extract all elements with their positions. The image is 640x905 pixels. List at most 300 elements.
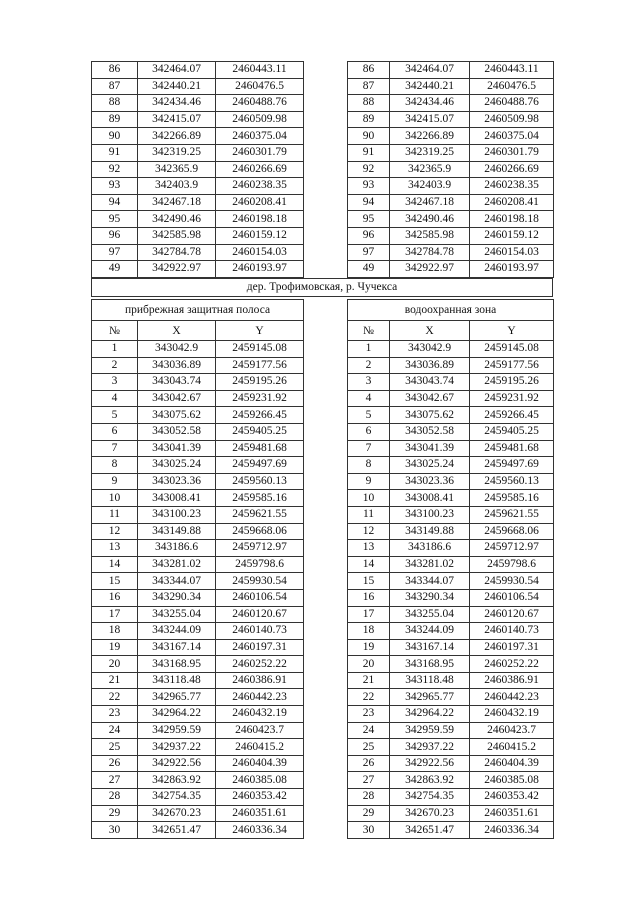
x-coordinate-cell: 343052.58 (138, 423, 216, 440)
table-row (92, 161, 304, 178)
table-row (92, 244, 304, 261)
table-row (92, 194, 304, 211)
x-coordinate-cell: 342490.46 (138, 211, 216, 228)
table-row (348, 573, 554, 590)
y-coordinate-cell: 2460106.54 (470, 589, 554, 606)
shore-protection-strip-table (91, 299, 304, 839)
x-coordinate-cell: 342922.97 (390, 261, 470, 278)
table-row (92, 261, 304, 278)
y-coordinate-cell: 2460386.91 (470, 672, 554, 689)
table-row (348, 639, 554, 656)
point-number-cell: 7 (348, 440, 390, 457)
table-row (92, 128, 304, 145)
x-coordinate-cell: 343149.88 (390, 523, 470, 540)
table-row (92, 473, 304, 490)
column-header-num: № (92, 321, 138, 341)
table-row (92, 706, 304, 723)
table-row (92, 623, 304, 640)
table-row (92, 62, 304, 79)
y-coordinate-cell: 2460238.35 (216, 178, 304, 195)
point-number-cell: 20 (92, 656, 138, 673)
y-coordinate-cell: 2459798.6 (470, 556, 554, 573)
y-coordinate-cell: 2460198.18 (470, 211, 554, 228)
y-coordinate-cell: 2460159.12 (470, 227, 554, 244)
point-number-cell: 86 (348, 62, 390, 79)
point-number-cell: 10 (92, 490, 138, 507)
table-row (348, 341, 554, 358)
left-top-coordinates-table (91, 61, 304, 278)
point-number-cell: 8 (348, 457, 390, 474)
table-row (92, 457, 304, 474)
point-number-cell: 23 (92, 706, 138, 723)
y-coordinate-cell: 2460404.39 (216, 755, 304, 772)
y-coordinate-cell: 2460140.73 (470, 623, 554, 640)
y-coordinate-cell: 2460509.98 (216, 111, 304, 128)
shore-protection-strip-title: прибрежная защитная полоса (92, 300, 304, 321)
y-coordinate-cell: 2459930.54 (216, 573, 304, 590)
table-row (348, 407, 554, 424)
y-coordinate-cell: 2459585.16 (470, 490, 554, 507)
table-row (348, 194, 554, 211)
point-number-cell: 92 (92, 161, 138, 178)
point-number-cell: 90 (348, 128, 390, 145)
point-number-cell: 21 (348, 672, 390, 689)
table-row (348, 374, 554, 391)
y-coordinate-cell: 2459195.26 (216, 374, 304, 391)
y-coordinate-cell: 2459497.69 (216, 457, 304, 474)
point-number-cell: 5 (92, 407, 138, 424)
point-number-cell: 89 (348, 111, 390, 128)
x-coordinate-cell: 343008.41 (138, 490, 216, 507)
right-top-coordinates-table (347, 61, 554, 278)
x-coordinate-cell: 342490.46 (390, 211, 470, 228)
y-coordinate-cell: 2460197.31 (470, 639, 554, 656)
point-number-cell: 30 (92, 822, 138, 839)
point-number-cell: 24 (92, 722, 138, 739)
y-coordinate-cell: 2460488.76 (470, 95, 554, 112)
point-number-cell: 11 (92, 506, 138, 523)
table-row (92, 689, 304, 706)
table-row (92, 506, 304, 523)
point-number-cell: 15 (92, 573, 138, 590)
y-coordinate-cell: 2460301.79 (470, 144, 554, 161)
point-number-cell: 9 (92, 473, 138, 490)
x-coordinate-cell: 342440.21 (390, 78, 470, 95)
point-number-cell: 18 (92, 623, 138, 640)
x-coordinate-cell: 342585.98 (390, 227, 470, 244)
point-number-cell: 14 (348, 556, 390, 573)
table-row (348, 144, 554, 161)
point-number-cell: 88 (348, 95, 390, 112)
table-row (348, 556, 554, 573)
y-coordinate-cell: 2460476.5 (470, 78, 554, 95)
x-coordinate-cell: 343149.88 (138, 523, 216, 540)
y-coordinate-cell: 2460336.34 (470, 822, 554, 839)
x-coordinate-cell: 343290.34 (138, 589, 216, 606)
point-number-cell: 24 (348, 722, 390, 739)
point-number-cell: 20 (348, 656, 390, 673)
point-number-cell: 23 (348, 706, 390, 723)
y-coordinate-cell: 2459712.97 (216, 540, 304, 557)
x-coordinate-cell: 342922.56 (138, 755, 216, 772)
x-coordinate-cell: 342651.47 (390, 822, 470, 839)
table-row (92, 227, 304, 244)
point-number-cell: 91 (348, 144, 390, 161)
column-header-num: № (348, 321, 390, 341)
y-coordinate-cell: 2460386.91 (216, 672, 304, 689)
point-number-cell: 49 (92, 261, 138, 278)
point-number-cell: 28 (92, 789, 138, 806)
table-row (348, 706, 554, 723)
x-coordinate-cell: 343043.74 (138, 374, 216, 391)
x-coordinate-cell: 343100.23 (390, 506, 470, 523)
y-coordinate-cell: 2460301.79 (216, 144, 304, 161)
y-coordinate-cell: 2460351.61 (470, 805, 554, 822)
table-row (348, 672, 554, 689)
table-row (92, 805, 304, 822)
point-number-cell: 25 (92, 739, 138, 756)
x-coordinate-cell: 342403.9 (390, 178, 470, 195)
y-coordinate-cell: 2459621.55 (216, 506, 304, 523)
y-coordinate-cell: 2460336.34 (216, 822, 304, 839)
point-number-cell: 95 (92, 211, 138, 228)
x-coordinate-cell: 343075.62 (138, 407, 216, 424)
x-coordinate-cell: 342464.07 (390, 62, 470, 79)
x-coordinate-cell: 343042.67 (138, 390, 216, 407)
x-coordinate-cell: 343008.41 (390, 490, 470, 507)
x-coordinate-cell: 343344.07 (390, 573, 470, 590)
point-number-cell: 87 (92, 78, 138, 95)
table-row (348, 722, 554, 739)
table-row (348, 244, 554, 261)
y-coordinate-cell: 2460442.23 (216, 689, 304, 706)
table-row (348, 739, 554, 756)
point-number-cell: 17 (92, 606, 138, 623)
x-coordinate-cell: 343042.9 (138, 341, 216, 358)
x-coordinate-cell: 342403.9 (138, 178, 216, 195)
x-coordinate-cell: 343186.6 (138, 540, 216, 557)
x-coordinate-cell: 342922.56 (390, 755, 470, 772)
table-row (348, 390, 554, 407)
y-coordinate-cell: 2460476.5 (216, 78, 304, 95)
point-number-cell: 12 (348, 523, 390, 540)
x-coordinate-cell: 342937.22 (138, 739, 216, 756)
y-coordinate-cell: 2459266.45 (470, 407, 554, 424)
point-number-cell: 17 (348, 606, 390, 623)
y-coordinate-cell: 2460208.41 (216, 194, 304, 211)
y-coordinate-cell: 2460106.54 (216, 589, 304, 606)
table-row (92, 374, 304, 391)
water-protection-zone-table (347, 299, 554, 839)
y-coordinate-cell: 2459481.68 (216, 440, 304, 457)
table-row (92, 144, 304, 161)
point-number-cell: 88 (92, 95, 138, 112)
x-coordinate-cell: 343042.67 (390, 390, 470, 407)
y-coordinate-cell: 2459585.16 (216, 490, 304, 507)
table-row (92, 556, 304, 573)
point-number-cell: 29 (348, 805, 390, 822)
point-number-cell: 7 (92, 440, 138, 457)
y-coordinate-cell: 2460351.61 (216, 805, 304, 822)
x-coordinate-cell: 342319.25 (390, 144, 470, 161)
y-coordinate-cell: 2460154.03 (216, 244, 304, 261)
table-row (92, 639, 304, 656)
table-row (348, 755, 554, 772)
table-row (348, 211, 554, 228)
y-coordinate-cell: 2459930.54 (470, 573, 554, 590)
point-number-cell: 3 (92, 374, 138, 391)
y-coordinate-cell: 2459668.06 (470, 523, 554, 540)
table-row (92, 95, 304, 112)
x-coordinate-cell: 342266.89 (390, 128, 470, 145)
table-row (92, 606, 304, 623)
column-header-x: X (390, 321, 470, 341)
point-number-cell: 6 (92, 423, 138, 440)
x-coordinate-cell: 343167.14 (138, 639, 216, 656)
table-row (92, 772, 304, 789)
x-coordinate-cell: 343167.14 (390, 639, 470, 656)
table-row (348, 161, 554, 178)
table-row (92, 490, 304, 507)
x-coordinate-cell: 342365.9 (390, 161, 470, 178)
table-row (348, 506, 554, 523)
table-row (92, 111, 304, 128)
point-number-cell: 16 (92, 589, 138, 606)
y-coordinate-cell: 2459195.26 (470, 374, 554, 391)
point-number-cell: 29 (92, 805, 138, 822)
point-number-cell: 89 (92, 111, 138, 128)
y-coordinate-cell: 2459145.08 (470, 341, 554, 358)
x-coordinate-cell: 343043.74 (390, 374, 470, 391)
point-number-cell: 2 (348, 357, 390, 374)
y-coordinate-cell: 2460353.42 (216, 789, 304, 806)
point-number-cell: 18 (348, 623, 390, 640)
y-coordinate-cell: 2460488.76 (216, 95, 304, 112)
table-row (92, 755, 304, 772)
x-coordinate-cell: 342784.78 (138, 244, 216, 261)
table-row (348, 128, 554, 145)
point-number-cell: 27 (348, 772, 390, 789)
table-row (92, 672, 304, 689)
point-number-cell: 90 (92, 128, 138, 145)
x-coordinate-cell: 342965.77 (138, 689, 216, 706)
y-coordinate-cell: 2460443.11 (470, 62, 554, 79)
point-number-cell: 93 (348, 178, 390, 195)
table-row (92, 178, 304, 195)
table-row (348, 457, 554, 474)
x-coordinate-cell: 343052.58 (390, 423, 470, 440)
point-number-cell: 19 (348, 639, 390, 656)
y-coordinate-cell: 2460193.97 (470, 261, 554, 278)
table-row (348, 523, 554, 540)
x-coordinate-cell: 342585.98 (138, 227, 216, 244)
table-row (348, 62, 554, 79)
column-header-y: Y (470, 321, 554, 341)
x-coordinate-cell: 343186.6 (390, 540, 470, 557)
x-coordinate-cell: 342670.23 (390, 805, 470, 822)
point-number-cell: 28 (348, 789, 390, 806)
table-row (92, 357, 304, 374)
x-coordinate-cell: 343255.04 (138, 606, 216, 623)
y-coordinate-cell: 2459712.97 (470, 540, 554, 557)
y-coordinate-cell: 2460266.69 (216, 161, 304, 178)
table-row (348, 822, 554, 839)
y-coordinate-cell: 2460443.11 (216, 62, 304, 79)
x-coordinate-cell: 343344.07 (138, 573, 216, 590)
x-coordinate-cell: 342440.21 (138, 78, 216, 95)
point-number-cell: 2 (92, 357, 138, 374)
table-row (92, 78, 304, 95)
x-coordinate-cell: 343036.89 (390, 357, 470, 374)
table-row (92, 589, 304, 606)
y-coordinate-cell: 2459231.92 (470, 390, 554, 407)
x-coordinate-cell: 343042.9 (390, 341, 470, 358)
point-number-cell: 13 (92, 540, 138, 557)
x-coordinate-cell: 342754.35 (138, 789, 216, 806)
point-number-cell: 16 (348, 589, 390, 606)
point-number-cell: 26 (348, 755, 390, 772)
y-coordinate-cell: 2460120.67 (216, 606, 304, 623)
y-coordinate-cell: 2460154.03 (470, 244, 554, 261)
y-coordinate-cell: 2460375.04 (470, 128, 554, 145)
x-coordinate-cell: 342415.07 (138, 111, 216, 128)
table-row (348, 606, 554, 623)
table-row (92, 341, 304, 358)
table-row (348, 111, 554, 128)
x-coordinate-cell: 343041.39 (138, 440, 216, 457)
water-protection-zone-title: водоохранная зона (348, 300, 554, 321)
point-number-cell: 96 (348, 227, 390, 244)
x-coordinate-cell: 343023.36 (138, 473, 216, 490)
point-number-cell: 22 (348, 689, 390, 706)
point-number-cell: 86 (92, 62, 138, 79)
y-coordinate-cell: 2459560.13 (216, 473, 304, 490)
x-coordinate-cell: 343023.36 (390, 473, 470, 490)
table-row (348, 440, 554, 457)
y-coordinate-cell: 2460404.39 (470, 755, 554, 772)
point-number-cell: 26 (92, 755, 138, 772)
x-coordinate-cell: 343281.02 (138, 556, 216, 573)
x-coordinate-cell: 342365.9 (138, 161, 216, 178)
table-row (348, 178, 554, 195)
x-coordinate-cell: 342922.97 (138, 261, 216, 278)
y-coordinate-cell: 2460266.69 (470, 161, 554, 178)
point-number-cell: 30 (348, 822, 390, 839)
y-coordinate-cell: 2460423.7 (216, 722, 304, 739)
point-number-cell: 1 (92, 341, 138, 358)
x-coordinate-cell: 342964.22 (390, 706, 470, 723)
point-number-cell: 10 (348, 490, 390, 507)
point-number-cell: 95 (348, 211, 390, 228)
x-coordinate-cell: 343281.02 (390, 556, 470, 573)
point-number-cell: 13 (348, 540, 390, 557)
point-number-cell: 27 (92, 772, 138, 789)
x-coordinate-cell: 342959.59 (138, 722, 216, 739)
y-coordinate-cell: 2460415.2 (470, 739, 554, 756)
x-coordinate-cell: 343255.04 (390, 606, 470, 623)
point-number-cell: 12 (92, 523, 138, 540)
x-coordinate-cell: 343025.24 (390, 457, 470, 474)
point-number-cell: 8 (92, 457, 138, 474)
y-coordinate-cell: 2459177.56 (216, 357, 304, 374)
y-coordinate-cell: 2459405.25 (216, 423, 304, 440)
y-coordinate-cell: 2460432.19 (470, 706, 554, 723)
x-coordinate-cell: 343036.89 (138, 357, 216, 374)
table-row (92, 523, 304, 540)
y-coordinate-cell: 2460385.08 (216, 772, 304, 789)
table-row (348, 261, 554, 278)
x-coordinate-cell: 343041.39 (390, 440, 470, 457)
column-header-x: X (138, 321, 216, 341)
point-number-cell: 1 (348, 341, 390, 358)
table-row (348, 589, 554, 606)
y-coordinate-cell: 2460208.41 (470, 194, 554, 211)
point-number-cell: 97 (348, 244, 390, 261)
y-coordinate-cell: 2460198.18 (216, 211, 304, 228)
x-coordinate-cell: 343025.24 (138, 457, 216, 474)
x-coordinate-cell: 343244.09 (138, 623, 216, 640)
table-row (348, 789, 554, 806)
y-coordinate-cell: 2460509.98 (470, 111, 554, 128)
table-row (92, 423, 304, 440)
y-coordinate-cell: 2459405.25 (470, 423, 554, 440)
x-coordinate-cell: 343168.95 (390, 656, 470, 673)
x-coordinate-cell: 342965.77 (390, 689, 470, 706)
x-coordinate-cell: 342863.92 (138, 772, 216, 789)
point-number-cell: 19 (92, 639, 138, 656)
table-row (92, 822, 304, 839)
table-row (348, 423, 554, 440)
table-row (92, 722, 304, 739)
y-coordinate-cell: 2459668.06 (216, 523, 304, 540)
x-coordinate-cell: 343290.34 (390, 589, 470, 606)
y-coordinate-cell: 2460120.67 (470, 606, 554, 623)
table-row (92, 656, 304, 673)
y-coordinate-cell: 2459266.45 (216, 407, 304, 424)
y-coordinate-cell: 2460442.23 (470, 689, 554, 706)
point-number-cell: 94 (348, 194, 390, 211)
table-row (92, 407, 304, 424)
column-header-y: Y (216, 321, 304, 341)
table-row (348, 805, 554, 822)
point-number-cell: 4 (92, 390, 138, 407)
y-coordinate-cell: 2459621.55 (470, 506, 554, 523)
y-coordinate-cell: 2460238.35 (470, 178, 554, 195)
table-row (348, 95, 554, 112)
point-number-cell: 97 (92, 244, 138, 261)
y-coordinate-cell: 2460423.7 (470, 722, 554, 739)
x-coordinate-cell: 342651.47 (138, 822, 216, 839)
table-row (92, 390, 304, 407)
y-coordinate-cell: 2460385.08 (470, 772, 554, 789)
x-coordinate-cell: 342434.46 (138, 95, 216, 112)
table-row (92, 789, 304, 806)
x-coordinate-cell: 342863.92 (390, 772, 470, 789)
point-number-cell: 6 (348, 423, 390, 440)
point-number-cell: 21 (92, 672, 138, 689)
table-row (348, 540, 554, 557)
x-coordinate-cell: 342319.25 (138, 144, 216, 161)
x-coordinate-cell: 343100.23 (138, 506, 216, 523)
point-number-cell: 3 (348, 374, 390, 391)
y-coordinate-cell: 2460353.42 (470, 789, 554, 806)
table-row (92, 540, 304, 557)
point-number-cell: 87 (348, 78, 390, 95)
table-row (348, 490, 554, 507)
table-row (92, 211, 304, 228)
point-number-cell: 96 (92, 227, 138, 244)
x-coordinate-cell: 342434.46 (390, 95, 470, 112)
